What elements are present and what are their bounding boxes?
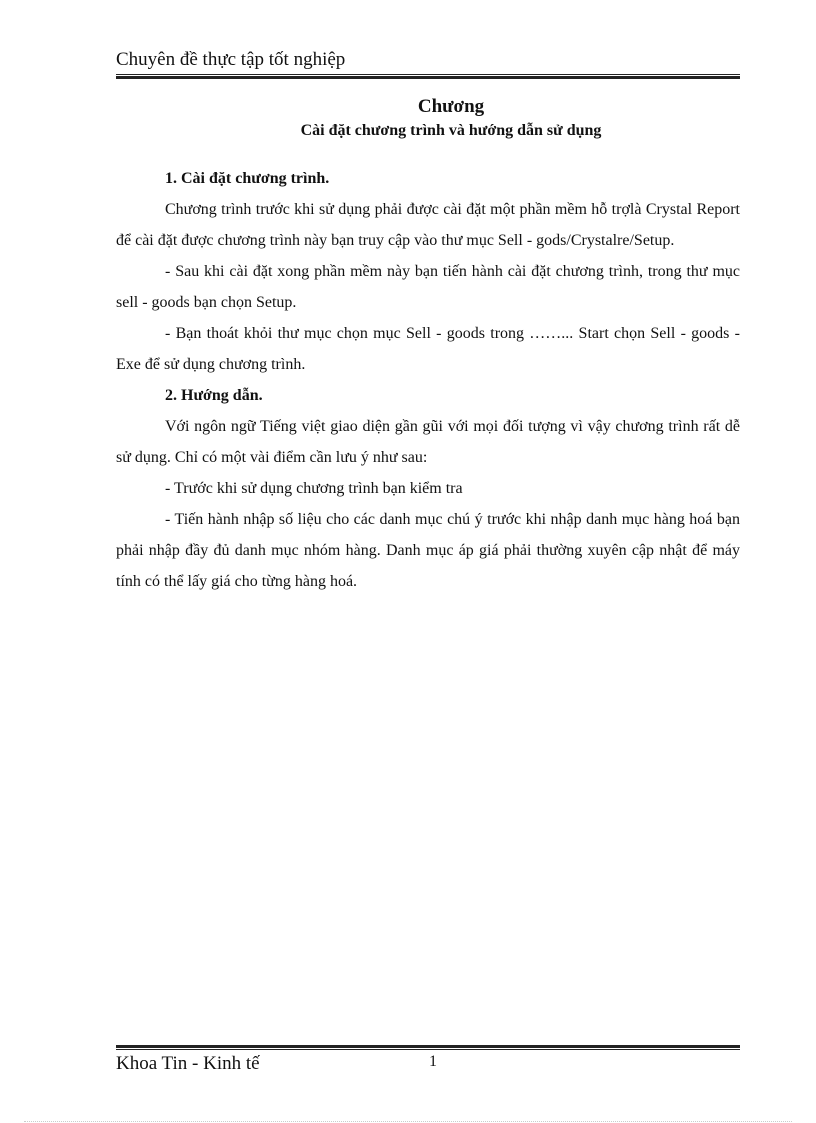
footer-department: Khoa Tin - Kinh tế xyxy=(116,1053,260,1074)
paragraph: - Sau khi cài đặt xong phần mềm này bạn tiến hành cài đặt chương trình, trong thư mục sell - goods bạn chọn Setup. xyxy=(116,263,740,311)
header-rule-thick xyxy=(116,76,740,79)
document-body xyxy=(116,163,740,597)
section-heading-guide: 2. Hướng dẫn. xyxy=(165,387,263,404)
paragraph: - Bạn thoát khỏi thư mục chọn mục Sell - goods trong ……... Start chọn Sell - goods - Exe để sử dụng chương trình. xyxy=(116,325,740,373)
footer-rule-thick xyxy=(116,1045,740,1048)
paragraph: Với ngôn ngữ Tiếng việt giao diện gần gũi với mọi đối tượng vì vậy chương trình rất dễ sử dụng. Chỉ có một vài điểm cần lưu ý như sau: xyxy=(116,418,740,466)
header-rule-thin xyxy=(116,74,740,75)
page-edge-divider xyxy=(24,1121,792,1122)
chapter-subtitle: Cài đặt chương trình và hướng dẫn sử dụng xyxy=(300,122,602,139)
footer-rule-thin xyxy=(116,1049,740,1050)
section-heading-install: 1. Cài đặt chương trình. xyxy=(165,170,330,187)
page-number: 1 xyxy=(429,1053,437,1070)
paragraph: - Trước khi sử dụng chương trình bạn kiểm tra xyxy=(165,480,463,497)
header-title: Chuyên đề thực tập tốt nghiệp xyxy=(116,49,346,70)
paragraph: Chương trình trước khi sử dụng phải được cài đặt một phần mềm hỗ trợlà Crystal Report để cài đặt được chương trình này bạn truy cập vào thư mục Sell - gods/Crystalre/Setup. xyxy=(116,201,740,249)
paragraph: - Tiến hành nhập số liệu cho các danh mục chú ý trước khi nhập danh mục hàng hoá bạn phải nhập đầy đủ danh mục nhóm hàng. Danh mục áp giá phải thường xuyên cập nhật để máy tính có thể lấy giá cho từng hàng hoá. xyxy=(116,511,740,590)
chapter-title: Chương xyxy=(417,96,485,117)
